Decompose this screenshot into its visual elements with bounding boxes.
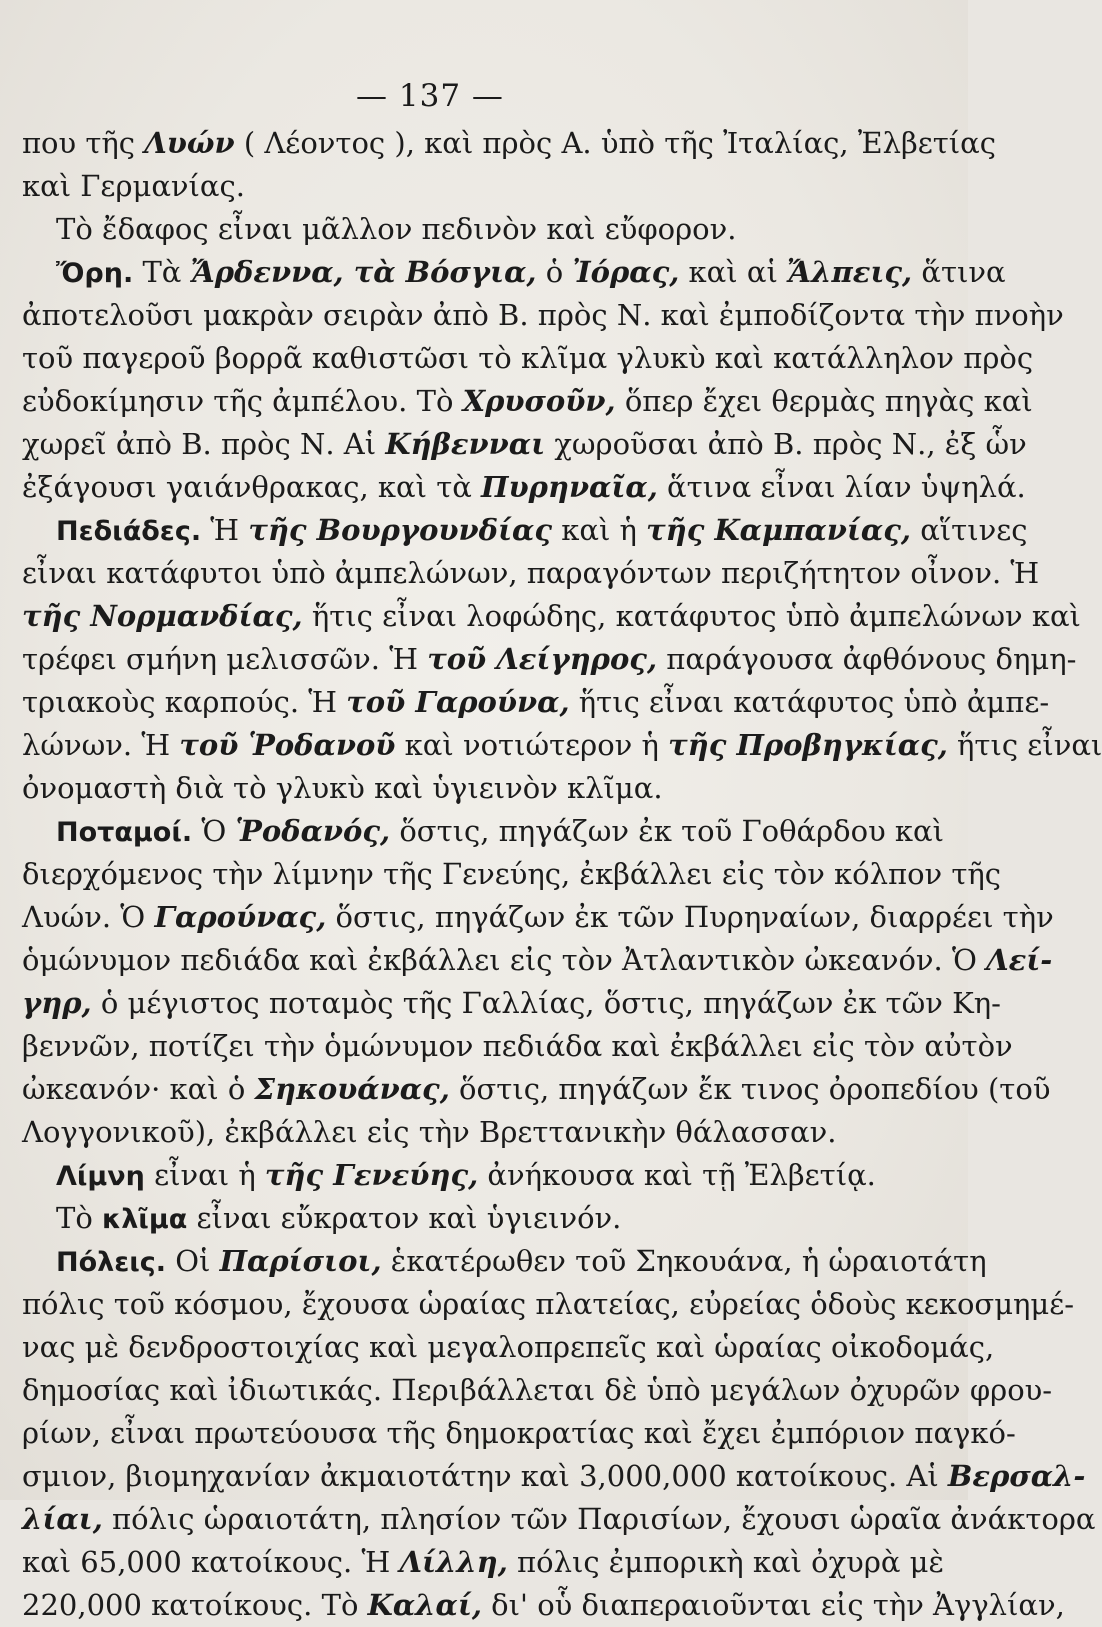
text-run: ὁ μέγιστος ποταμὸς τῆς Γαλλίας, ὅστις, πηγάζων ἐκ τῶν Κη- [91,986,1001,1020]
proper-name: Λεί- [986,943,1053,977]
text-run: καὶ νοτιώτερον ἡ [395,728,669,762]
section-heading: Ποταμοί. [56,817,193,848]
text-run: δημοσίας καὶ ἰδιωτικάς. Περιβάλλεται δὲ ὑπὸ μεγάλων ὀχυρῶν φρου- [22,1373,1053,1407]
text-line [22,337,1034,380]
text-run: εἶναι εὔκρατον καὶ ὑγιεινόν. [187,1201,622,1235]
text-run: ἥτις εἶναι κατάφυτος ὑπὸ ἀμπε- [569,685,1050,719]
text-run: Οἱ [166,1244,220,1278]
text-run: τρέφει σμήνη μελισσῶν. Ἡ [22,642,428,676]
section-heading: Ὄρη. [56,258,134,289]
proper-name: Γαρούνας, [154,900,327,934]
text-line [22,1541,945,1584]
text-line [22,1197,884,1240]
text-line [22,767,884,810]
section-heading: Πεδιάδες. [56,516,202,547]
text-run: πόλις ὡραιοτάτη, πλησίον τῶν Παρισίων, ἔχουσι ὡραῖα ἀνάκτορα [102,1502,1096,1536]
proper-name: Χρυσοῦν, [462,384,616,418]
text-run: 220,000 κατοίκους. Τὸ [22,1588,368,1622]
text-line [22,1240,987,1283]
text-line [22,1111,884,1154]
text-line [22,1326,995,1369]
text-line [22,1584,1065,1627]
proper-name: Ἰόρας, [572,255,680,289]
text-run: Τὰ [133,255,191,289]
text-run: ἅτινα [912,255,1006,289]
text-line [22,724,1102,767]
text-run: χωροῦσαι ἀπὸ Β. πρὸς Ν., ἐξ ὧν [545,427,1027,461]
text-run: καὶ Γερμανίας. [22,169,245,203]
text-line [22,595,1081,638]
proper-name: τοῦ Λείγηρος, [427,642,658,676]
proper-name: Ἄρδεννα, τὰ Βόσγια, [190,255,537,289]
text-run: που τῆς [22,126,145,160]
text-run: πόλις τοῦ κόσμου, ἔχουσα ὡραίας πλατείας, εὐρείας ὁδοὺς κεκοσμημέ- [22,1287,1075,1321]
text-line [22,810,945,853]
text-run: καὶ αἱ [679,255,788,289]
text-run: Λυών. Ὁ [22,900,155,934]
text-run: ὁ [536,255,573,289]
text-run: εἶναι κατάφυτοι ὑπὸ ἀμπελώνων, παραγόντων περιζήτητον οἶνον. Ἡ [22,556,1040,590]
text-run: ἀνήκουσα καὶ τῇ Ἐλβετίᾳ. [478,1158,876,1192]
text-line [22,1369,1053,1412]
text-run: ὁμώνυμον πεδιάδα καὶ ἐκβάλλει εἰς τὸν Ἀτλαντικὸν ὠκεανόν. Ὁ [22,943,987,977]
text-run: Λογγονικοῦ), ἐκβάλλει εἰς τὴν Βρεττανικὴν θάλασσαν. [22,1115,837,1149]
text-run: Ὁ [192,814,236,848]
text-run: ἥτις εἶναι [947,728,1102,762]
text-line [22,1154,884,1197]
proper-name: τῆς Νορμανδίας, [22,599,303,633]
text-line [22,208,884,251]
text-line [22,122,996,165]
proper-name: τῆς Καμπανίας, [646,513,911,547]
text-line [22,380,1033,423]
text-line [22,681,1050,724]
text-run: τριακοὺς καρπούς. Ἡ [22,685,347,719]
proper-name: τοῦ Ῥοδανοῦ [179,728,396,762]
text-line [22,896,1054,939]
page-number: — 137 — [356,78,504,114]
section-heading: Πόλεις. [56,1247,167,1278]
text-line [22,1412,1016,1455]
proper-name: Πυρηναῖα, [481,470,658,504]
text-run: καὶ ἡ [552,513,647,547]
text-run: χωρεῖ ἀπὸ Β. πρὸς Ν. Αἱ [22,427,386,461]
proper-name: γηρ, [22,986,92,1020]
text-line [22,1068,1051,1111]
text-run: βεννῶν, ποτίζει τὴν ὁμώνυμον πεδιάδα καὶ ἐκβάλλει εἰς τὸν αὐτὸν [22,1029,1013,1063]
text-line [22,853,1002,896]
text-line [22,1455,1086,1498]
text-line [22,294,1064,337]
text-line [22,1025,1013,1068]
text-run: αἵτινες [911,513,1028,547]
proper-name: Ῥοδανός, [235,814,391,848]
text-run: παράγουσα ἀφθόνους δημη- [657,642,1077,676]
proper-name: Παρίσιοι, [219,1244,382,1278]
text-run: ἀποτελοῦσι μακρὰν σειρὰν ἀπὸ Β. πρὸς Ν. καὶ ἐμποδίζοντα τὴν πνοὴν [22,298,1064,332]
proper-name: Λίλλη, [399,1545,508,1579]
text-run: εἶναι ἡ [144,1158,265,1192]
text-run: ἥτις εἶναι λοφώδης, κατάφυτος ὑπὸ ἀμπελώνων καὶ [302,599,1081,633]
proper-name: Κήβενναι [385,427,546,461]
proper-name: λίαι, [22,1502,103,1536]
text-run: λώνων. Ἡ [22,728,180,762]
text-run: ὀνομαστὴ διὰ τὸ γλυκὺ καὶ ὑγιεινὸν κλῖμα. [22,771,663,805]
text-run: ὅπερ ἔχει θερμὰς πηγὰς καὶ [615,384,1033,418]
text-line [22,165,884,208]
text-run: τοῦ παγεροῦ βορρᾶ καθιστῶσι τὸ κλῖμα γλυκὺ καὶ κατάλληλον πρὸς [22,341,1034,375]
section-heading: Λίμνη [56,1161,145,1192]
proper-name: Ἄλπεις, [787,255,913,289]
text-run: ὅστις, πηγάζων ἔκ τινος ὀροπεδίου (τοῦ [449,1072,1051,1106]
text-run: ὅστις, πηγάζων ἐκ τοῦ Γοθάρδου καὶ [390,814,945,848]
proper-name: τῆς Βουργουνδίας [248,513,553,547]
text-run: διερχόμενος τὴν λίμνην τῆς Γενεύης, ἐκβάλλει εἰς τὸν κόλπον τῆς [22,857,1002,891]
text-line [22,423,1027,466]
text-run: ὠκεανόν· καὶ ὁ [22,1072,255,1106]
text-run: καὶ 65,000 κατοίκους. Ἡ [22,1545,400,1579]
proper-name: τοῦ Γαρούνα, [346,685,570,719]
text-line [22,509,1028,552]
text-run: δι' οὗ διαπεραιοῦνται εἰς τὴν Ἀγγλίαν, [481,1588,1065,1622]
body-text [22,122,1102,1627]
text-run: εὐδοκίμησιν τῆς ἀμπέλου. Τὸ [22,384,463,418]
text-run: σμιον, βιομηχανίαν ἀκμαιοτάτην καὶ 3,000,000 κατοίκους. Αἱ [22,1459,948,1493]
text-line [22,982,1001,1025]
text-run: ὅστις, πηγάζων ἐκ τῶν Πυρηναίων, διαρρέει τὴν [326,900,1054,934]
text-run: ἑκατέρωθεν τοῦ Σηκουάνα, ἡ ὡραιοτάτη [381,1244,987,1278]
proper-name: τῆς Προβηγκίας, [668,728,948,762]
text-run: ρίων, εἶναι πρωτεύουσα τῆς δημοκρατίας καὶ ἔχει ἐμπόριον παγκό- [22,1416,1016,1450]
text-line [22,1283,1075,1326]
text-run: Τὸ ἔδαφος εἶναι μᾶλλον πεδινὸν καὶ εὔφορον. [56,212,737,246]
text-run: πόλις ἐμπορικὴ καὶ ὀχυρὰ μὲ [507,1545,945,1579]
text-run: ἐξάγουσι γαιάνθρακας, καὶ τὰ [22,470,482,504]
text-line [22,638,1077,681]
text-line [22,939,1053,982]
text-run: ἅτινα εἶναι λίαν ὑψηλά. [657,470,1026,504]
text-line [22,1498,1096,1541]
proper-name: Καλαί, [367,1588,482,1622]
proper-name: Σηκουάνας, [254,1072,450,1106]
text-line [22,251,1006,294]
proper-name: τῆς Γενεύης, [264,1158,479,1192]
text-run: Ἡ [201,513,249,547]
text-run: νας μὲ δενδροστοιχίας καὶ μεγαλοπρεπεῖς καὶ ὡραίας οἰκοδομάς, [22,1330,995,1364]
text-line [22,552,1040,595]
text-run: ( Λέοντος ), καὶ πρὸς Α. ὑπὸ τῆς Ἰταλίας, Ἐλβετίας [234,126,996,160]
text-line [22,466,1026,509]
proper-name: Λυών [144,126,235,160]
text-run: Τὸ [56,1201,103,1235]
proper-name: Βερσαλ- [947,1459,1086,1493]
section-heading: κλῖμα [102,1204,188,1235]
